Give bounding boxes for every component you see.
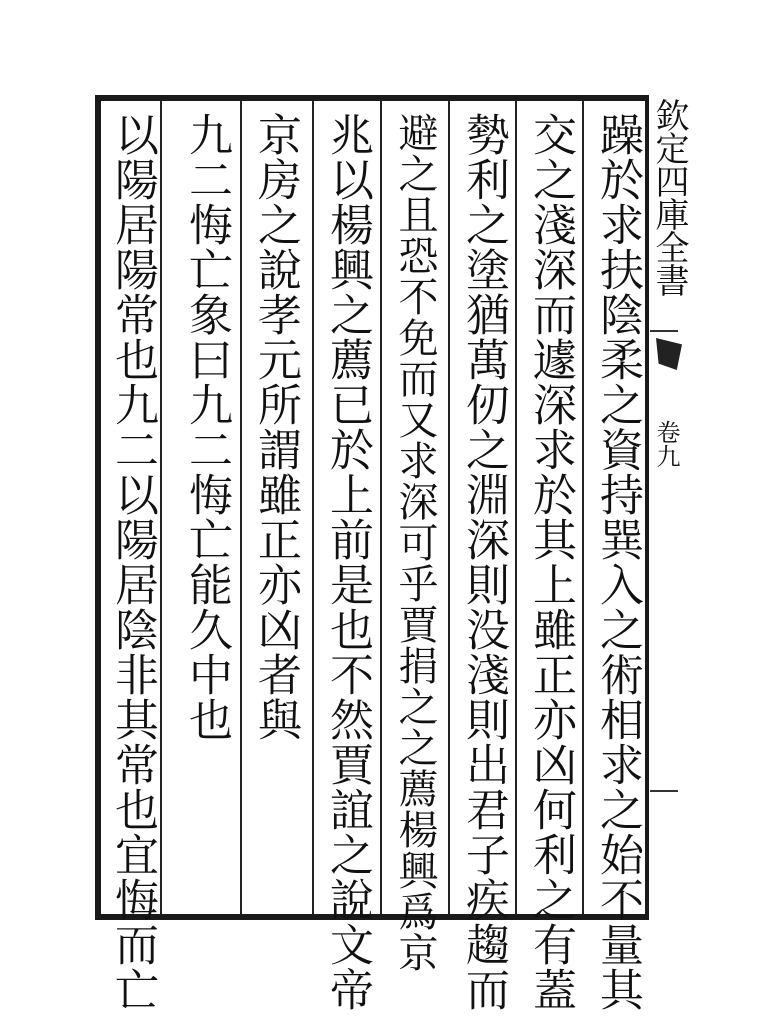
text-column-7 (174, 112, 238, 742)
text-column-3 (451, 112, 515, 1012)
text-column-1 (585, 112, 649, 1012)
text-column-4 (383, 112, 447, 973)
column-text: 避之且恐不免而又求深可乎賈捐之之薦楊興爲京 (392, 112, 438, 973)
text-column-8 (100, 112, 164, 1012)
column-rule (582, 100, 584, 915)
column-rule (380, 100, 382, 915)
text-column-5 (315, 112, 379, 1012)
text-column-2 (518, 112, 582, 1012)
margin-tick (650, 330, 678, 332)
margin-tick (650, 790, 678, 792)
column-text: 九二悔亡象曰九二悔亡能久中也 (181, 112, 232, 742)
column-rule (312, 100, 314, 915)
column-text: 勢利之塗猶萬仞之淵深則没淺則出君子疾趨而 (458, 112, 509, 1012)
column-text: 京房之說孝元所謂雖正亦凶者與 (250, 112, 301, 742)
column-text: 交之淺深而遽深求於其上雖正亦凶何利之有蓋 (525, 112, 576, 1012)
column-text: 躁於求扶陰柔之資持巽入之術相求之始不量其 (592, 112, 643, 1012)
text-column-6 (243, 112, 307, 742)
book-title: 欽定四庫全書 (649, 98, 689, 296)
column-rule (448, 100, 450, 915)
column-rule (515, 100, 517, 915)
column-text: 以陽居陽常也九二以陽居陰非其常也宜悔而亡 (107, 112, 158, 1012)
column-text: 兆以楊興之薦已於上前是也不然賈誼之說文帝 (322, 112, 373, 1012)
juan-number: 卷九 (652, 420, 680, 468)
fishtail-mark-icon (656, 338, 682, 370)
column-rule (240, 100, 242, 915)
